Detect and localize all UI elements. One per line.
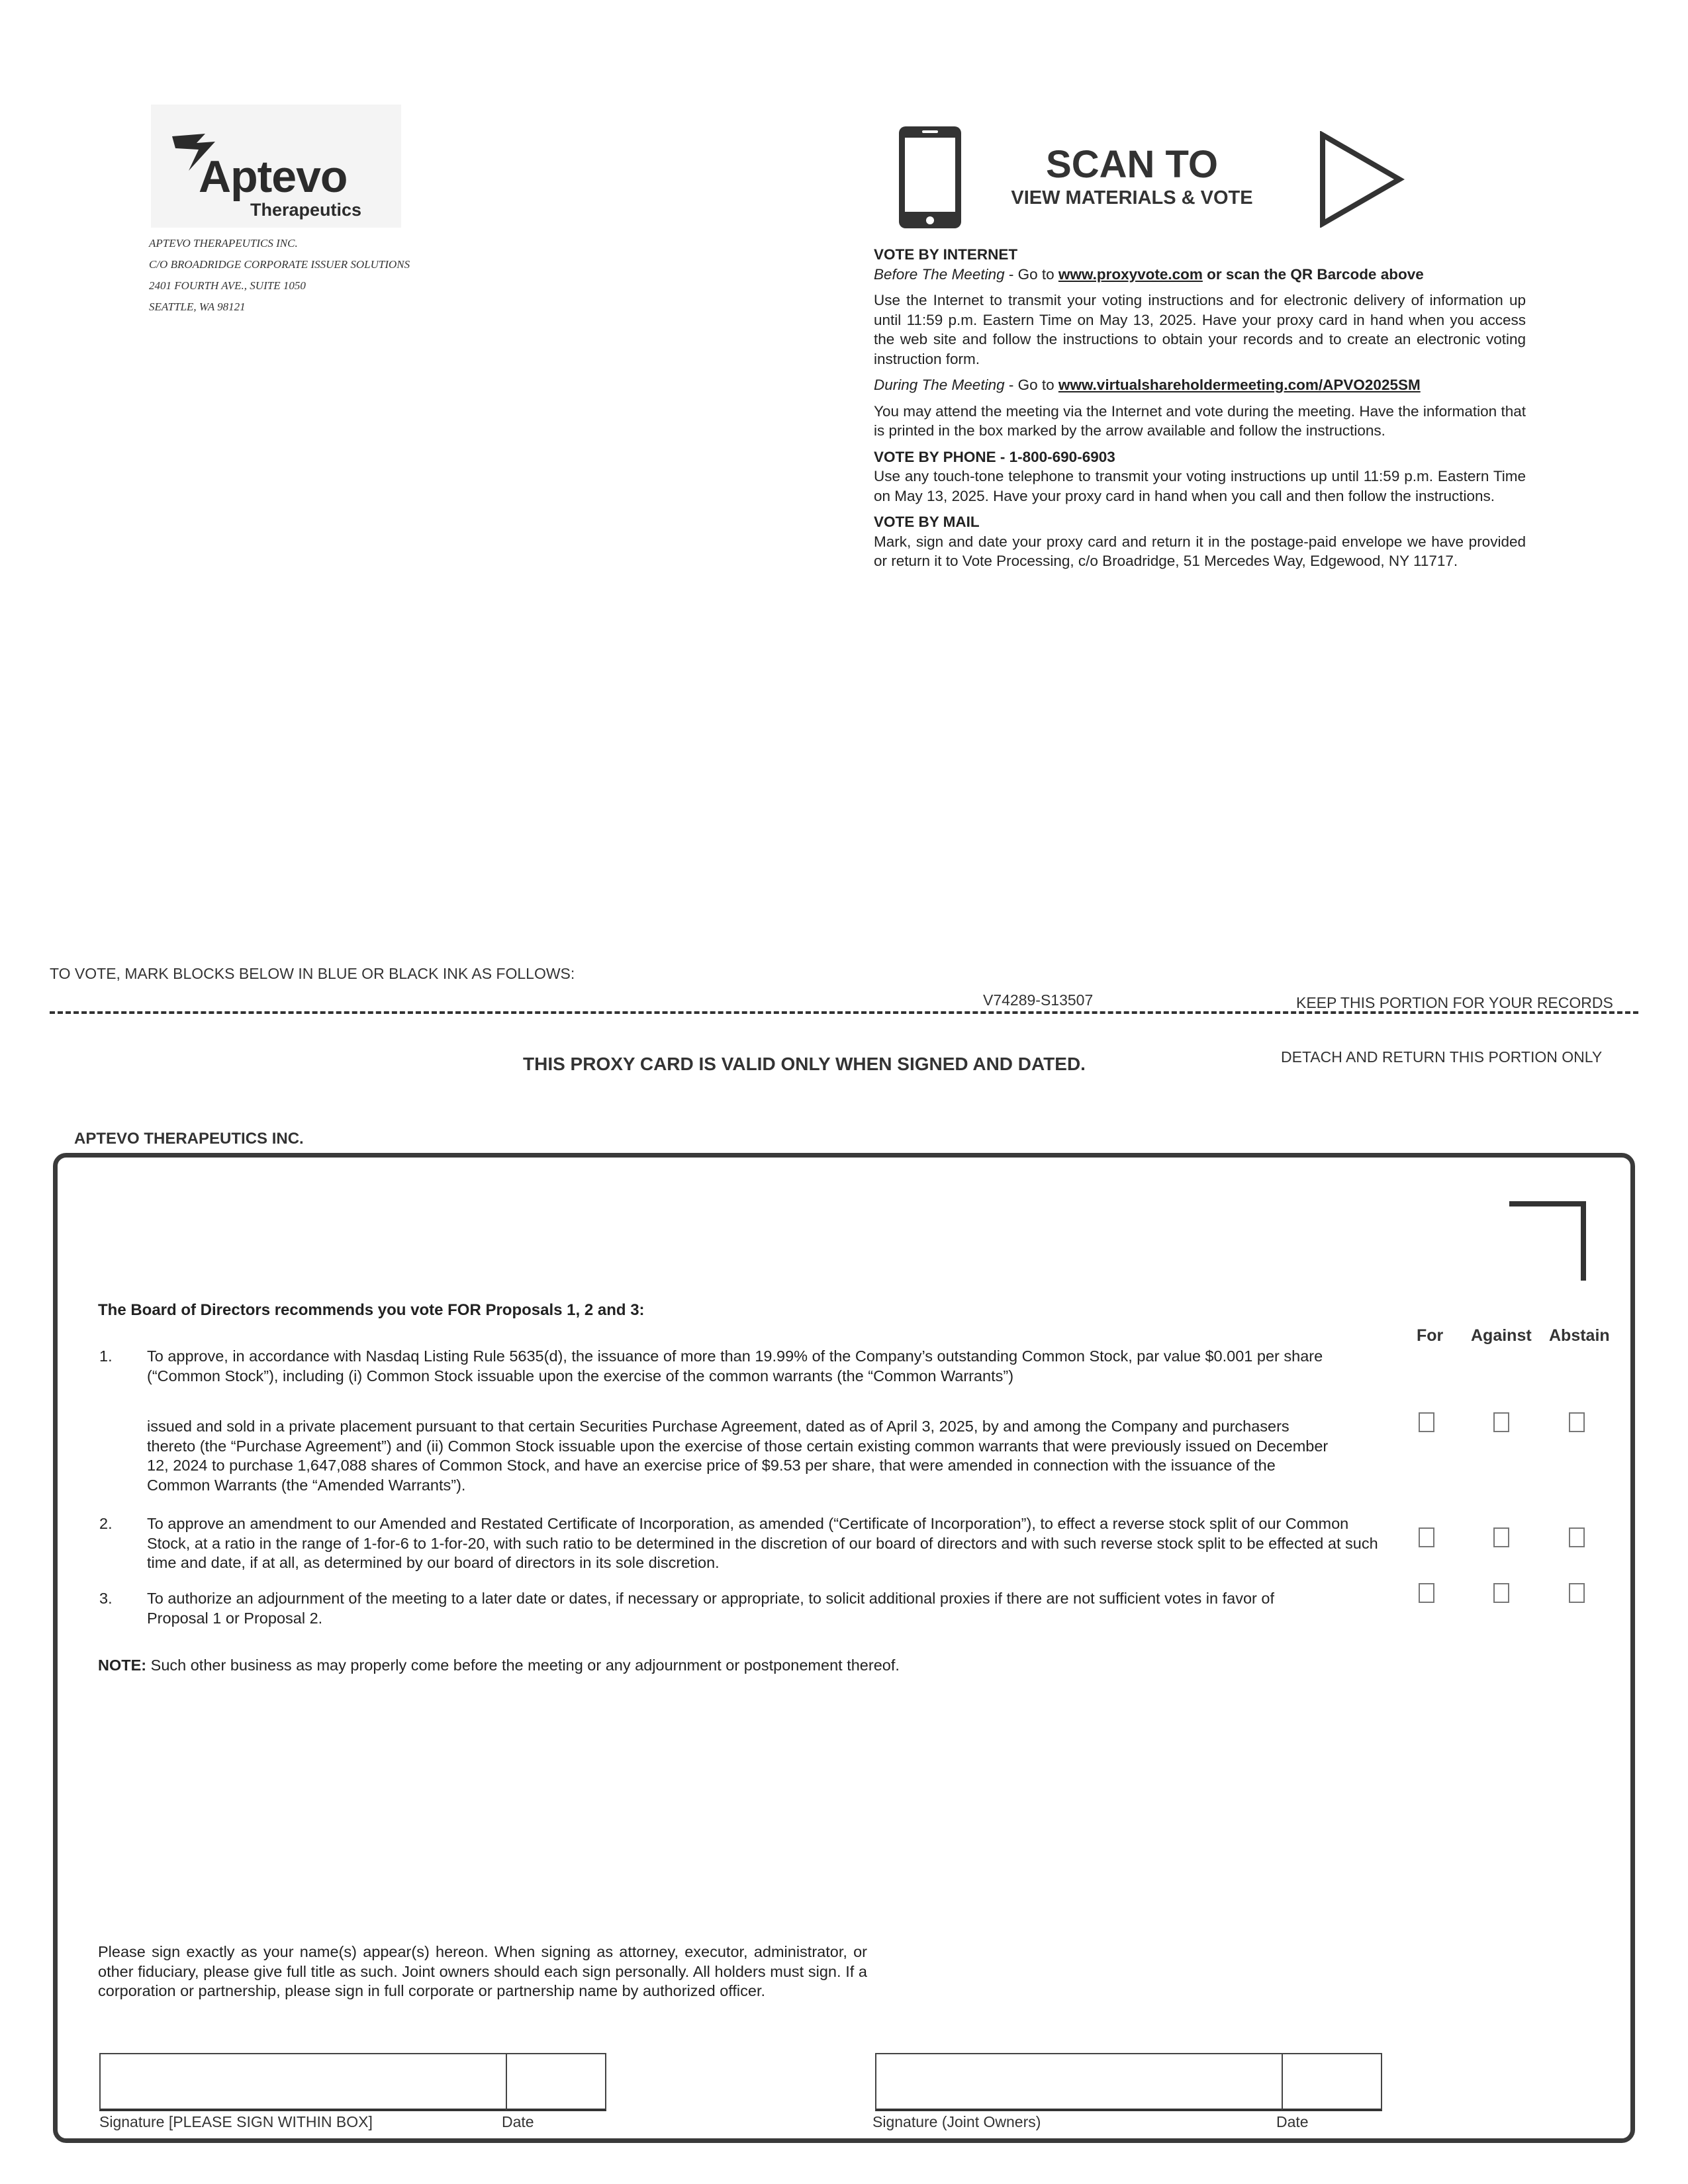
- play-arrow-icon: [1319, 131, 1405, 228]
- company-logo: Aptevo: [199, 152, 348, 202]
- scan-to-title: SCAN TO: [1046, 143, 1218, 186]
- proposal-2-text: To approve an amendment to our Amended and Restated Certificate of Incorporation, as amended (“Certificate of Incorporation”), to effect a reverse stock split of our Common Stock, at a ratio in the range of 1-for-6 to 1-for-20, with such ratio to be determined in the discretion of our board of directors and with such reverse stock split to be effected at such time and date, if at all, as determined by our board of directors in its sole discretion.: [147, 1515, 1378, 1571]
- card-company-name: APTEVO THERAPEUTICS INC.: [74, 1130, 304, 1148]
- corner-registration-mark: [1509, 1201, 1586, 1281]
- before-meeting-text: Use the Internet to transmit your voting instructions and for electronic delivery of information up until 11:59 p.m. Eastern Time on May 13, 2025. Have your proxy card in hand when you access the web site and follow the instructions to obtain your records and to create an electronic voting instruction form.: [874, 292, 1526, 367]
- signature-label: Signature [PLEASE SIGN WITHIN BOX]: [99, 2113, 373, 2130]
- during-meeting-line: [874, 375, 1526, 395]
- proposal-3-abstain-checkbox[interactable]: [1569, 1583, 1585, 1603]
- signature-box[interactable]: [99, 2053, 507, 2111]
- proposal-2-against-checkbox[interactable]: [1493, 1527, 1509, 1547]
- during-meeting-label: During The Meeting: [874, 377, 1005, 393]
- column-against: Against: [1471, 1326, 1532, 1345]
- address-line-2: C/O BROADRIDGE CORPORATE ISSUER SOLUTIONS: [149, 258, 410, 271]
- proposal-3-against-checkbox[interactable]: [1493, 1583, 1509, 1603]
- proposal-1-for-checkbox[interactable]: [1419, 1412, 1434, 1432]
- address-line-4: SEATTLE, WA 98121: [149, 300, 246, 313]
- before-goto: - Go to: [1004, 265, 1058, 283]
- column-for: For: [1417, 1326, 1444, 1345]
- mark-instructions: TO VOTE, MARK BLOCKS BELOW IN BLUE OR BLACK INK AS FOLLOWS:: [50, 965, 575, 982]
- scan-to-subtitle: VIEW MATERIALS & VOTE: [1011, 187, 1253, 208]
- vote-phone-text: Use any touch-tone telephone to transmit your voting instructions up until 11:59 p.m. Eastern Time on May 13, 2025. Have your proxy card in hand when you call and then follow the instructions.: [874, 468, 1526, 504]
- proposal-2-for-checkbox[interactable]: [1419, 1527, 1434, 1547]
- proposal-1-abstain-checkbox[interactable]: [1569, 1412, 1585, 1432]
- board-recommendation: The Board of Directors recommends you vote FOR Proposals 1, 2 and 3:: [98, 1301, 645, 1319]
- proposal-1-text-a: To approve, in accordance with Nasdaq Listing Rule 5635(d), the issuance of more than 19.99% of the Company’s outstanding Common Stock, par value $0.001 per share (“Common Stock”), including (i) Common Stock issuable upon the exercise of the common warrants (the “Common Warrants”): [147, 1347, 1323, 1385]
- address-line-3: 2401 FOURTH AVE., SUITE 1050: [149, 279, 306, 292]
- proposal-1-against-checkbox[interactable]: [1493, 1412, 1509, 1432]
- vote-internet-heading: VOTE BY INTERNET: [874, 246, 1018, 263]
- vote-mail-text: Mark, sign and date your proxy card and return it in the postage-paid envelope we have provided or return it to Vote Processing, c/o Broadridge, 51 Mercedes Way, Edgewood, NY 11717.: [874, 533, 1526, 569]
- proposal-2-abstain-checkbox[interactable]: [1569, 1527, 1585, 1547]
- proposal-1-number: 1.: [99, 1347, 113, 1365]
- during-meeting-text: You may attend the meeting via the Internet and vote during the meeting. Have the information that is printed in the box marked by the arrow available and follow the instructions.: [874, 402, 1526, 439]
- note-label: NOTE:: [98, 1657, 147, 1674]
- proposal-2-number: 2.: [99, 1515, 113, 1532]
- proxyvote-link[interactable]: www.proxyvote.com: [1058, 265, 1203, 283]
- keep-portion-text: KEEP THIS PORTION FOR YOUR RECORDS: [1296, 994, 1613, 1011]
- vote-mail-heading: VOTE BY MAIL: [874, 514, 980, 530]
- before-meeting-label: Before The Meeting: [874, 265, 1005, 283]
- control-code: V74289-S13507: [983, 991, 1094, 1009]
- internet-section: [874, 245, 1526, 571]
- joint-date-label: Date: [1276, 2113, 1309, 2130]
- date-label: Date: [502, 2113, 534, 2130]
- column-abstain: Abstain: [1549, 1326, 1610, 1345]
- note-text: Such other business as may properly come before the meeting or any adjournment or postponement thereof.: [146, 1657, 900, 1674]
- address-line-1: APTEVO THERAPEUTICS INC.: [149, 237, 298, 250]
- valid-notice: THIS PROXY CARD IS VALID ONLY WHEN SIGNED AND DATED.: [523, 1054, 1086, 1074]
- before-meeting-line: [874, 265, 1526, 285]
- detach-portion-text: DETACH AND RETURN THIS PORTION ONLY: [1281, 1048, 1603, 1066]
- joint-signature-box[interactable]: [875, 2053, 1283, 2111]
- company-logo-subtitle: Therapeutics: [250, 200, 362, 220]
- proposal-1-text-b: issued and sold in a private placement pursuant to that certain Securities Purchase Agreement, dated as of April 3, 2025, by and among the Company and purchasers thereto (the “Purchase Agreement”) and (ii) Common Stock issuable upon the exercise of those certain existing common warrants that were previously issued on December 12, 2024 to purchase 1,647,088 shares of Common Stock, and have an exercise price of $9.53 per share, that were amended in connection with the issuance of the Common Warrants (the “Amended Warrants”).: [147, 1418, 1329, 1494]
- virtual-meeting-link[interactable]: www.virtualshareholdermeeting.com/APVO2025SM: [1058, 377, 1421, 393]
- detach-line: [50, 1011, 1638, 1014]
- vote-phone-heading: VOTE BY PHONE - 1-800-690-6903: [874, 448, 1115, 465]
- date-box[interactable]: [506, 2053, 606, 2111]
- joint-signature-label: Signature (Joint Owners): [872, 2113, 1041, 2130]
- sign-instructions: Please sign exactly as your name(s) appear(s) hereon. When signing as attorney, executor, administrator, or other fiduciary, please give full title as such. Joint owners should each sign personally. All holders must sign. If a corporation or partnership, please sign in full corporate or partnership name by authorized officer.: [98, 1943, 867, 1999]
- during-goto: - Go to: [1004, 377, 1058, 393]
- proposal-3-for-checkbox[interactable]: [1419, 1583, 1434, 1603]
- before-tail: or scan the QR Barcode above: [1202, 265, 1424, 283]
- smartphone-icon: [897, 124, 963, 230]
- proposal-3-number: 3.: [99, 1590, 113, 1607]
- joint-date-box[interactable]: [1282, 2053, 1382, 2111]
- proposal-3-text: To authorize an adjournment of the meeting to a later date or dates, if necessary or appropriate, to solicit additional proxies if there are not sufficient votes in favor of Proposal 1 or Proposal 2.: [147, 1590, 1274, 1627]
- note-line: [98, 1656, 900, 1676]
